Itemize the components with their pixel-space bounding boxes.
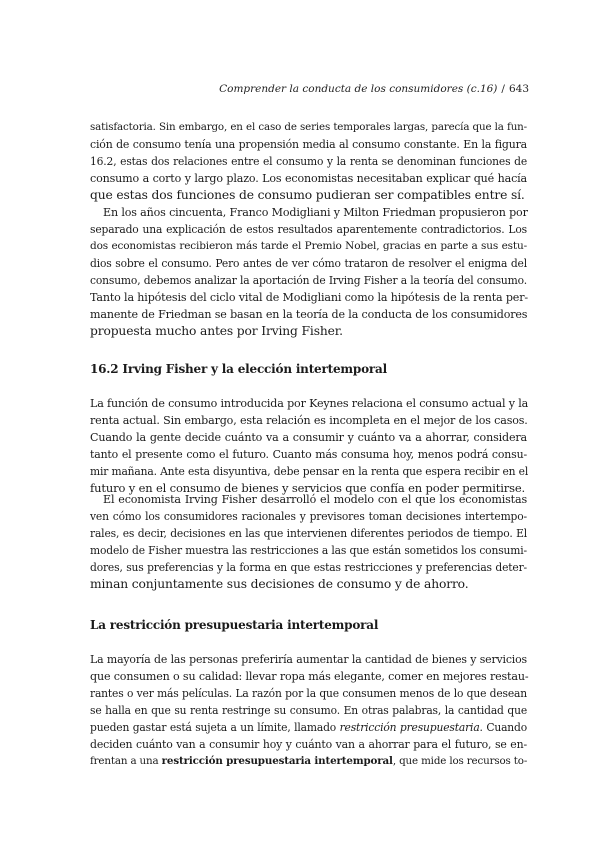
text-line: manente de Friedman se basan en la teoría de la conducta de los consumidores xyxy=(90,308,528,321)
text-line: consumo, debemos analizar la aportación de Irving Fisher a la teoría del consumo. xyxy=(90,274,527,287)
text-line: En los años cincuenta, Franco Modigliani y Milton Friedman propusieron por xyxy=(103,206,528,219)
text-line: La función de consumo introducida por Keynes relaciona el consumo actual y la xyxy=(90,397,529,410)
text-line: Cuando la gente decide cuánto va a consumir y cuánto va a ahorrar, considera xyxy=(90,431,527,444)
text-line xyxy=(90,753,527,770)
text-line: renta actual. Sin embargo, esta relación es incompleta en el mejor de los casos. xyxy=(90,414,528,427)
bold-term: restricción presupuestaria intertemporal xyxy=(161,755,393,767)
section-heading: 16.2 Irving Fisher y la elección intertemporal xyxy=(90,362,387,376)
text-line: minan conjuntamente sus decisiones de consumo y de ahorro. xyxy=(90,577,469,591)
text-line: que consumen o su calidad: llevar ropa más elegante, comer en mejores restau- xyxy=(90,670,529,683)
text-line: rantes o ver más películas. La razón por la que consumen menos de lo que desean xyxy=(90,687,527,700)
subsection-heading: La restricción presupuestaria intertemporal xyxy=(90,618,379,632)
text-line: ción de consumo tenía una propensión media al consumo constante. En la figura xyxy=(90,138,527,151)
text-line: Tanto la hipótesis del ciclo vital de Modigliani como la hipótesis de la renta per- xyxy=(90,291,528,304)
text-line: rales, es decir, decisiones en las que intervienen diferentes periodos de tiempo. El xyxy=(90,527,527,540)
text-line: dores, sus preferencias y la forma en que estas restricciones y preferencias deter- xyxy=(90,561,527,574)
running-header xyxy=(219,83,529,95)
text-line: dos economistas recibieron más tarde el Premio Nobel, gracias en parte a sus estu- xyxy=(90,240,527,252)
text-line: satisfactoria. Sin embargo, en el caso de series temporales largas, parecía que la fun- xyxy=(90,121,527,133)
text-line: se halla en que su renta restringe su consumo. En otras palabras, la cantidad que xyxy=(90,704,527,717)
header-separator: / xyxy=(501,83,505,95)
italic-term: restricción presupuestaria xyxy=(339,721,480,734)
page-number: 643 xyxy=(508,83,529,95)
text-run: , que mide los recursos to- xyxy=(392,755,528,767)
text-line: consumo a corto y largo plazo. Los economistas necesitaban explicar qué hacía xyxy=(90,172,527,185)
text-run: . Cuando xyxy=(479,721,528,734)
text-line: separado una explicación de estos resultados aparentemente contradictorios. Los xyxy=(90,223,527,236)
text-line: propuesta mucho antes por Irving Fisher. xyxy=(90,324,343,338)
text-line: deciden cuánto van a consumir hoy y cuánto van a ahorrar para el futuro, se en- xyxy=(90,738,527,751)
text-line: mir mañana. Ante esta disyuntiva, debe pensar en la renta que espera recibir en el xyxy=(90,465,529,478)
text-line: tanto el presente como el futuro. Cuanto más consuma hoy, menos podrá consu- xyxy=(90,448,527,461)
text-line: modelo de Fisher muestra las restricciones a las que están sometidos los consumi- xyxy=(90,544,527,557)
text-line: La mayoría de las personas preferiría aumentar la cantidad de bienes y servicios xyxy=(90,653,527,666)
text-line: El economista Irving Fisher desarrolló el modelo con el que los economistas xyxy=(103,493,527,506)
text-line xyxy=(90,719,527,736)
text-line: futuro y en el consumo de bienes y servicios que confía en poder permitirse. xyxy=(90,481,525,495)
text-line: dios sobre el consumo. Pero antes de ver cómo trataron de resolver el enigma del xyxy=(90,257,527,270)
text-line: ven cómo los consumidores racionales y previsores toman decisiones intertempo- xyxy=(90,510,527,523)
text-run: pueden gastar está sujeta a un límite, llamado xyxy=(90,721,340,734)
chapter-title: Comprender la conducta de los consumidores (c.16) xyxy=(219,83,498,95)
text-run: frentan a una xyxy=(90,755,162,767)
text-line: que estas dos funciones de consumo pudieran ser compatibles entre sí. xyxy=(90,188,525,202)
text-line: 16.2, estas dos relaciones entre el consumo y la renta se denominan funciones de xyxy=(90,155,527,168)
